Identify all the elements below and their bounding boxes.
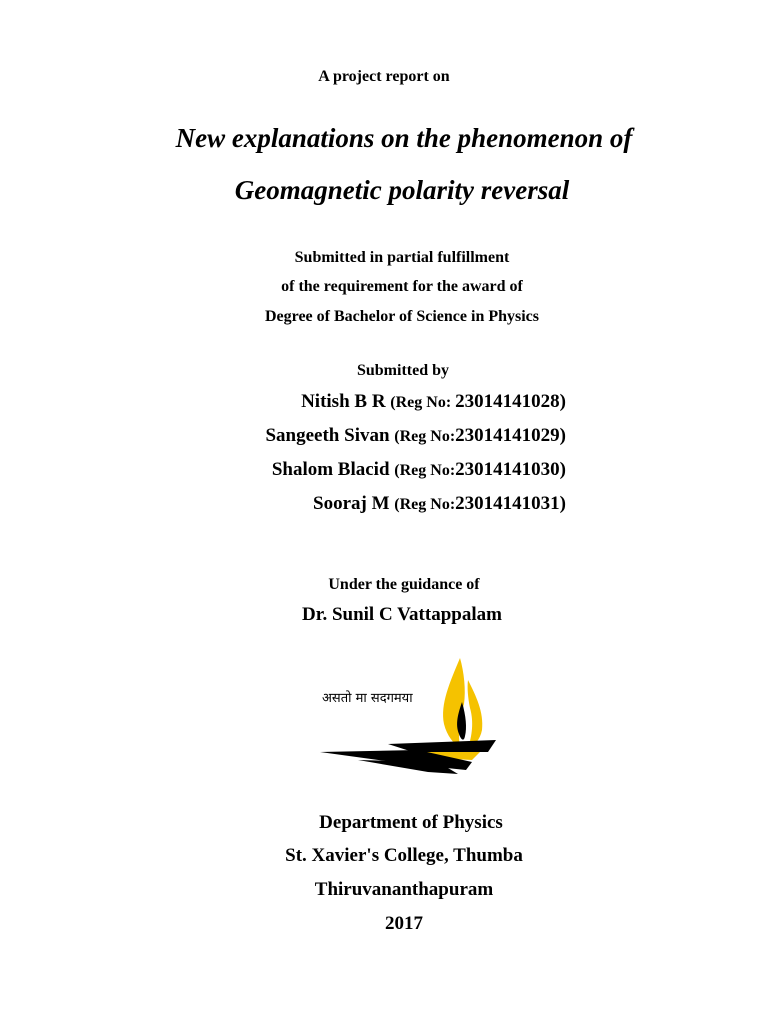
reg-label: (Reg No:: [394, 462, 456, 479]
reg-number: 23014141029): [455, 425, 566, 446]
submission-line-2: of the requirement for the award of: [281, 278, 523, 295]
submission-line-3: Degree of Bachelor of Science in Physics: [264, 308, 540, 325]
department: Department of Physics: [319, 812, 503, 833]
reg-label: (Reg No:: [394, 496, 456, 513]
college-name: St. Xavier's College, Thumba: [285, 845, 523, 866]
lamp-top-stripe: [388, 740, 496, 752]
reg-number: 23014141028): [455, 391, 566, 412]
guidance-label: Under the guidance of: [328, 576, 480, 593]
reg-label: (Reg No:: [394, 428, 456, 445]
student-entry: [301, 391, 566, 413]
student-entry: [265, 425, 566, 447]
year: 2017: [385, 913, 423, 934]
city: Thiruvananthapuram: [314, 879, 494, 900]
college-logo: [318, 652, 500, 784]
title-line-2: Geomagnetic polarity reversal: [234, 175, 570, 205]
flame-right-shape: [468, 680, 483, 748]
student-entry: [313, 493, 566, 515]
guide-name: Dr. Sunil C Vattappalam: [302, 604, 502, 625]
reg-number: 23014141030): [455, 459, 566, 480]
reg-number: 23014141031): [455, 493, 566, 514]
student-name: Sangeeth Sivan: [265, 425, 390, 446]
submitted-by-label: Submitted by: [356, 362, 450, 379]
title-line-1: New explanations on the phenomenon of: [175, 123, 633, 153]
student-entry: [272, 459, 566, 481]
intro-text: A project report on: [318, 68, 450, 85]
student-name: Shalom Blacid: [271, 459, 390, 480]
submission-line-1: Submitted in partial fulfillment: [294, 249, 510, 266]
student-name: Sooraj M: [313, 493, 390, 514]
student-name: Nitish B R: [301, 391, 386, 412]
logo-motto: असतो मा सदगमया: [322, 691, 413, 706]
reg-label: (Reg No:: [390, 394, 456, 411]
